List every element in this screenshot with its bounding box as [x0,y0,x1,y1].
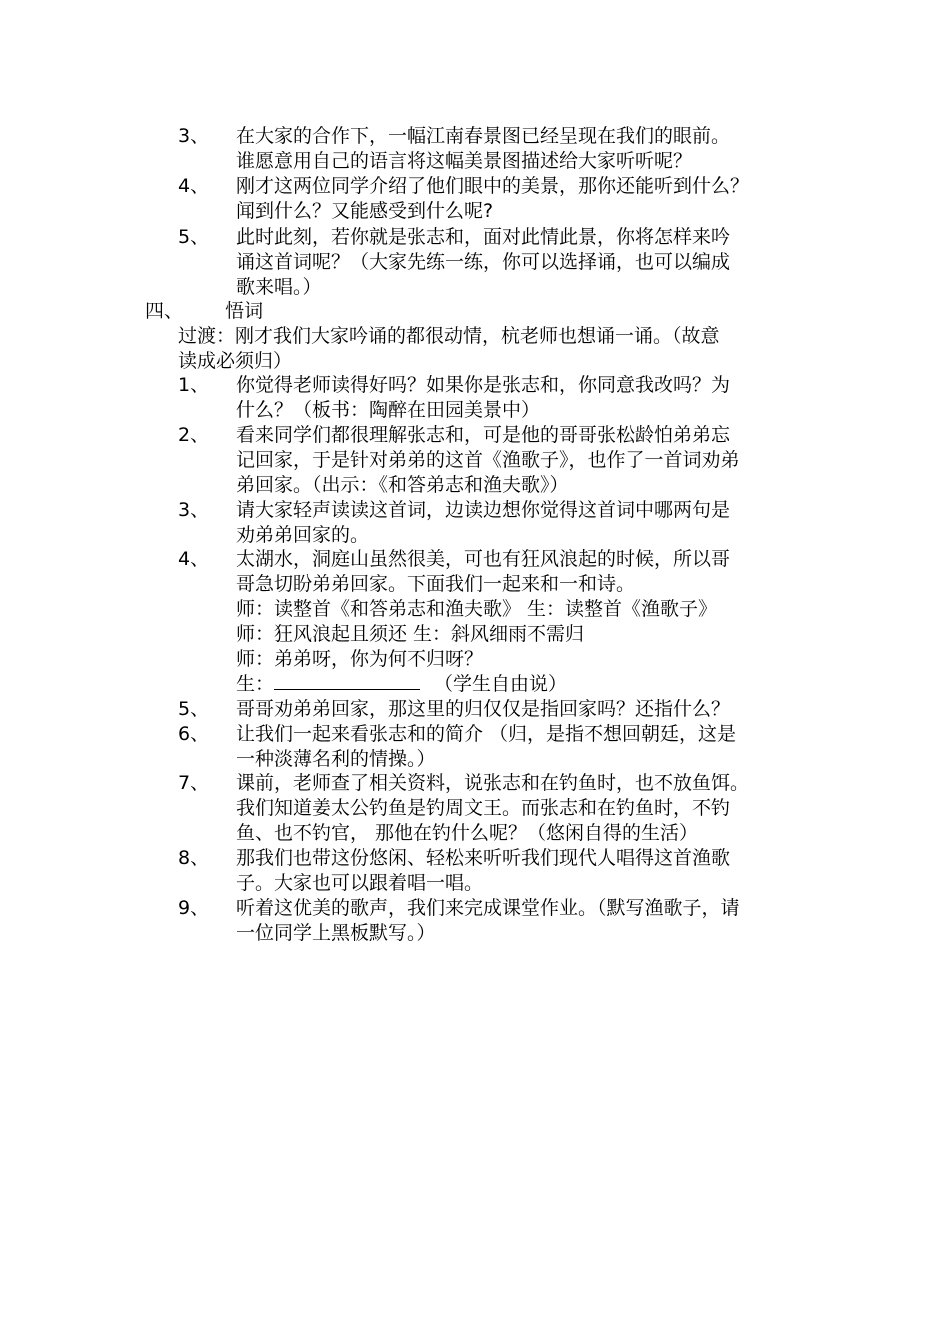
section-title: 悟词 [225,300,264,322]
item-text-line: 太湖水，洞庭山虽然很美，可也有狂风浪起的时候，所以哥 [236,548,731,570]
item-text-line: 哥急切盼弟弟回家。下面我们一起来和一和诗。 [236,573,636,595]
item-text-line: 看来同学们都很理解张志和，可是他的哥哥张松龄怕弟弟忘 [236,424,731,446]
item-text-line: 闻到什么？又能感受到什么呢? [236,200,494,222]
dialogue-line: 师：读整首《和答弟志和渔夫歌》 生：读整首《渔歌子》 [236,598,718,620]
item-number: 3、 [178,125,210,147]
item-number: 3、 [178,499,210,521]
item-text-line: 此时此刻，若你就是张志和，面对此情此景，你将怎样来吟 [236,226,731,248]
item-text-line: 歌来唱。） [236,276,322,298]
item-number: 8、 [178,847,210,869]
section-heading [145,299,263,324]
item-text-line: 记回家，于是针对弟弟的这首《渔歌子》，也作了一首词劝弟 [236,449,740,471]
item-text-line: 鱼、也不钓官， 那他在钓什么呢？（悠闲自得的生活） [236,822,699,844]
transition-line: 过渡：刚才我们大家吟诵的都很动情，杭老师也想诵一诵。（故意 [178,325,720,347]
item-number: 6、 [178,723,210,745]
item-number: 7、 [178,772,210,794]
item-text-line: 弟回家。（出示：《和答弟志和渔夫歌》） [236,474,569,496]
item-text-line: 劝弟弟回家的。 [236,524,370,546]
item-number: 5、 [178,226,210,248]
item-number: 2、 [178,424,210,446]
item-number: 4、 [178,548,210,570]
section-number: 四、 [145,300,184,322]
item-number: 9、 [178,897,210,919]
item-number: 1、 [178,374,210,396]
item-text-line: 一种淡薄名利的情操。） [236,748,436,770]
item-text-line: 你觉得老师读得好吗？如果你是张志和，你同意我改吗？为 [236,374,731,396]
item-text-line: 课前，老师查了相关资料，说张志和在钓鱼时，也不放鱼饵。 [236,772,750,794]
item-text-line: 哥哥劝弟弟回家，那这里的归仅仅是指回家吗？还指什么？ [236,698,731,720]
answer-blank [274,675,420,690]
item-text-line: 让我们一起来看张志和的简介 （归，是指不想回朝廷，这是 [236,723,737,745]
item-text-line: 听着这优美的歌声，我们来完成课堂作业。（默写渔歌子，请 [236,897,740,919]
item-number: 4、 [178,175,210,197]
item-text-line: 在大家的合作下，一幅江南春景图已经呈现在我们的眼前。 [236,125,731,147]
item-text-line: 一位同学上黑板默写。） [236,922,436,944]
item-text-line: 谁愿意用自己的语言将这幅美景图描述给大家听听呢？ [236,150,693,172]
item-text-line: 子。大家也可以跟着唱一唱。 [236,872,484,894]
item-text-line: 那我们也带这份悠闲、轻松来听听我们现代人唱得这首渔歌 [236,847,731,869]
dialogue-line: 师：狂风浪起且须还 生：斜风细雨不需归 [236,623,585,645]
dialogue-line: 师：弟弟呀，你为何不归呀？ [236,648,484,670]
student-prefix: 生： [236,673,275,695]
transition-line: 读成必须归） [178,350,293,372]
item-text-line: 刚才这两位同学介绍了他们眼中的美景，那你还能听到什么？ [236,175,750,197]
item-text-line: 我们知道姜太公钓鱼是钓周文王。而张志和在钓鱼时，不钓 [236,797,731,819]
item-number: 5、 [178,698,210,720]
student-note: （学生自由说） [434,673,568,695]
item-text-line: 请大家轻声读读这首词，边读边想你觉得这首词中哪两句是 [236,499,731,521]
item-text-line: 什么？（板书：陶醉在田园美景中） [236,399,541,421]
student-answer-line [236,672,567,697]
item-text-line: 诵这首词呢？（大家先练一练，你可以选择诵，也可以编成 [236,251,731,273]
